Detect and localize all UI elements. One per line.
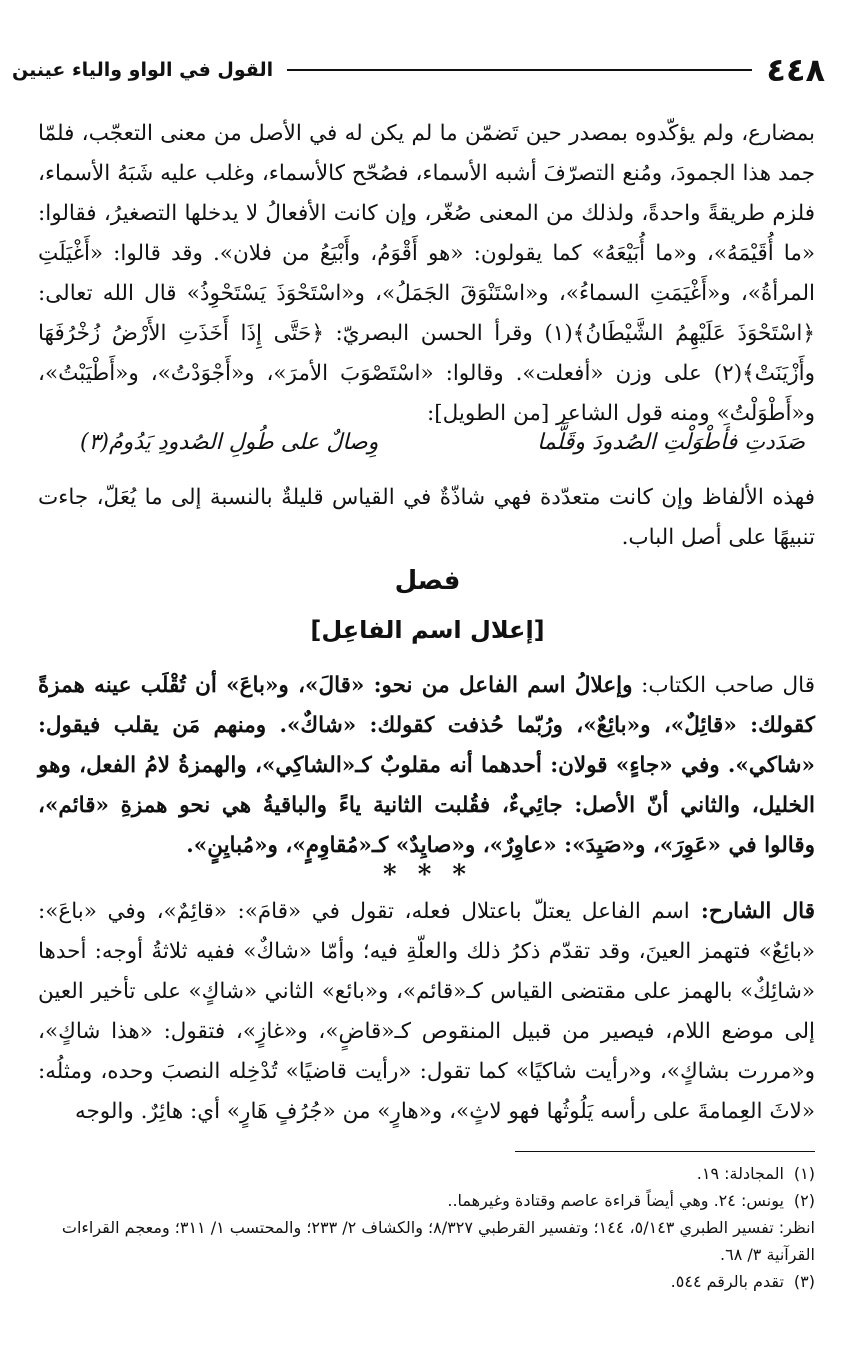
body-paragraph-1 [38,114,815,434]
footnote-number: (١) [793,1164,815,1183]
footnote-text: انظر: تفسير الطبري ٥/١٤٣، ١٤٤؛ وتفسير القرطبي ٨/٣٢٧؛ والكشاف ٢/ ٢٣٣؛ والمحتسب ١/ ٣١١؛ ومعجم القراءات القرآنية ٣/ ٦٨. [61,1218,815,1264]
verse-first-hemistich: صَدَدتِ فأَطْوَلْتِ الصُدودَ وقَلَّما [537,430,805,455]
footnote-number: (٢) [793,1191,815,1210]
footnote [38,1214,815,1268]
header-rule [287,69,752,71]
separator-stars: * * * [383,860,472,890]
footnote-number: (٣) [793,1272,815,1291]
footnote-text: يونس: ٢٤. وهي أيضاً قراءة عاصم وقتادة وغيرهما.. [447,1191,784,1210]
sharh-intro: قال الشارح: [689,899,816,924]
footnote-rule [515,1151,815,1152]
footnote [38,1160,815,1187]
section-subtitle: [إعلال اسم الفاعِل] [310,616,545,644]
footnote [38,1268,815,1295]
matn-intro: قال صاحب الكتاب: [632,673,815,698]
body-paragraph-2 [38,478,815,558]
verse-second-hemistich: وِصالٌ على طُولِ الصُدودِ يَدُومُ(٣) [80,430,379,455]
poetry-verse [80,430,805,455]
matn-text: وإعلالُ اسم الفاعل من نحو: «قالَ»، و«باعَ» أن تُقْلَب عينه همزةً كقولك: «قائِلٌ»، و«بائِعٌ»، ورُبّما حُذفت كقولك: «شاكٌ». ومنهم مَن يقلب فيقول: «شاكي». وفي «جاءٍ» قولان: أحدهما أنه مقلوبٌ كـ«الشاكِي»، والهمزةُ لامُ الفعل، وهو الخليل، والثاني أنّ الأصل: جائِيءٌ، فقُلبت الثانية ياءً والباقيةُ هي نحو همزةِ «قائم»، وقالوا في «عَوِرَ»، و«صَيِدَ»: «عاوِرٌ»، و«صايِدٌ» كـ«مُقاوِمٍ»، و«مُبايِنٍ». [38,673,815,858]
sharh-text: اسم الفاعل يعتلّ باعتلال فعله، تقول في «قامَ»: «قائِمٌ»، وفي «باعَ»: «بائِعٌ» فتهمز العينَ، وقد تقدّم ذكرُ ذلك والعلّةِ فيه؛ وأمّا «شاكٌ» ففيه ثلاثةُ أوجه: أحدها «شائِكٌ» بالهمز على مقتضى القياس كـ«قائم»، و«بائع» الثاني «شاكٍ» على تأخير العين إلى موضع اللام، فيصير من قبيل المنقوص كـ«قاضٍ»، و«غازٍ»، فتقول: «هذا شاكٍ»، و«مررت بشاكٍ»، و«رأيت شاكيًا» كما تقول: «رأيت قاضيًا» تُدْخِله النصبَ وحده، ومثلُه: «لاثَ العِمامةَ على رأسه يَلُوثُها فهو لاثٍ»، و«هارٍ» من «جُرُفٍ هَارٍ» أي: هائِرٌ. والوجه [38,899,815,1124]
footnote [38,1187,815,1214]
section-title: فصل [394,566,461,596]
paragraph-text: فهذه الألفاظ وإن كانت متعدّدة فهي شاذّةٌ في القياس قليلةٌ بالنسبة إلى ما يُعَلّ، جاءت تنبيهًا على أصل الباب. [38,485,815,550]
footnotes [38,1160,815,1295]
footnote-text: المجادلة: ١٩. [696,1164,784,1183]
sharh-paragraph [38,892,815,1132]
page-header [12,48,825,92]
footnote-text: تقدم بالرقم ٥٤٤. [670,1272,784,1291]
matn-paragraph [38,666,815,866]
running-title: القول في الواو والياء عينين [12,59,274,81]
paragraph-text: بمضارع، ولم يؤكّدوه بمصدر حين تَضمّن ما لم يكن له في الأصل من معنى التعجّب، فلمّا جمد هذا الجمودَ، ومُنع التصرّفَ أشبه الأسماء، فصُحّح كالأسماء، وغلب عليه شَبَهُ الأسماء، فلزم طريقةً واحدةً، ولذلك من المعنى صُغّر، وإن كانت الأفعالُ لا يدخلها التصغيرُ، فقالوا: «ما أُقَيْمَهُ»، و«ما أُبَيْعَهُ» كما يقولون: «هو أَقْوَمُ، وأَبْيَعُ من فلان». وقد قالوا: «أَغْيَلَتِ المرأةُ»، و«أَغْيَمَتِ السماءُ»، و«اسْتَنْوَقَ الجَمَلُ»، و«اسْتَحْوَذَ يَسْتَحْوِذُ» قال الله تعالى: ﴿اسْتَحْوَذَ عَلَيْهِمُ الشَّيْطَانُ﴾(١) وقرأ الحسن البصريّ: ﴿حَتَّى إِذَا أَخَذَتِ الأَرْضُ زُخْرُفَهَا وأَزْيَنَتْ﴾(٢) على وزن «أفعلت». وقالوا: «اسْتَصْوَبَ الأمرَ»، و«أَجْوَدْتُ»، و«أَطْيَبْتُ»، و«أَطْوَلْتُ» ومنه قول الشاعر [من الطويل]: [38,121,815,426]
page-number: ٤٤٨ [766,51,825,89]
